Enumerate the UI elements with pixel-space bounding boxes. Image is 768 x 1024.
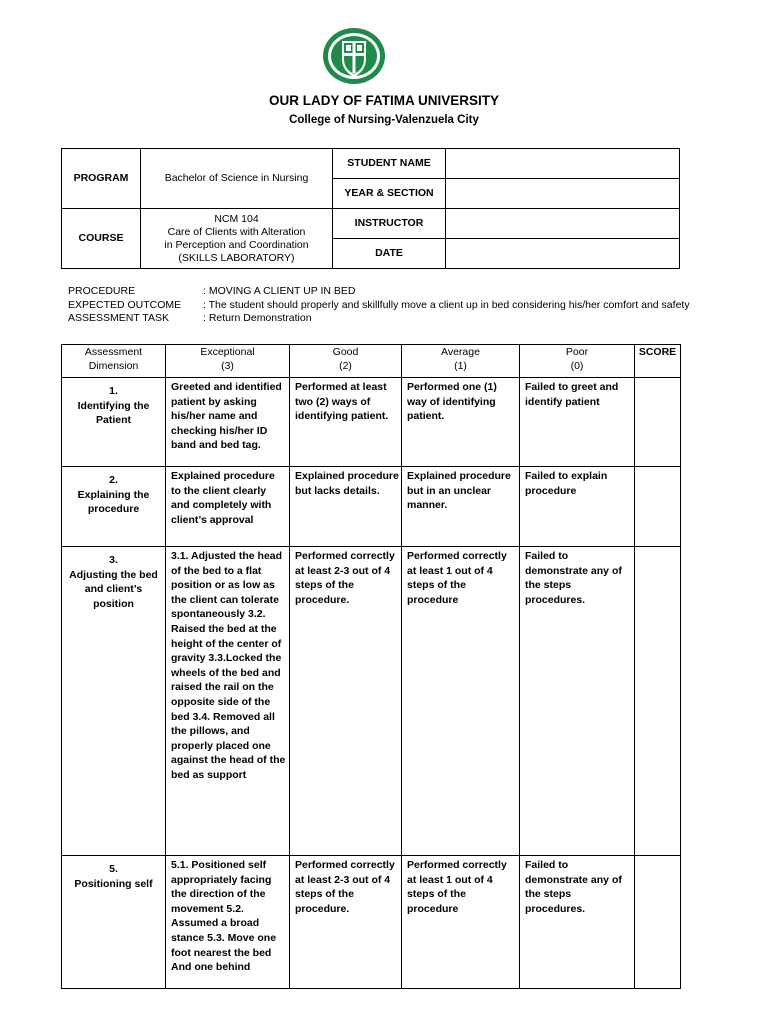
rubric-row: [62, 856, 681, 989]
expected-outcome-row: [68, 299, 728, 313]
header-poor-label: Poor: [565, 346, 589, 358]
poor-cell: Failed to greet and identify patient: [520, 378, 635, 467]
header-score: SCORE: [635, 345, 681, 378]
course-label: COURSE: [62, 209, 141, 269]
course-value: [141, 209, 333, 269]
year-section-field[interactable]: [446, 179, 680, 209]
dimension-number: 3.: [109, 554, 118, 566]
header-poor: [520, 345, 635, 378]
exceptional-cell: Explained procedure to the client clearly and completely with client’s approval: [166, 467, 290, 547]
header-good-points: (2): [339, 360, 352, 372]
rubric-row: [62, 378, 681, 467]
poor-cell: Failed to explain procedure: [520, 467, 635, 547]
header-poor-points: (0): [570, 360, 584, 372]
assessment-task-label: ASSESSMENT TASK: [68, 312, 169, 325]
course-title-line3: (SKILLS LABORATORY): [178, 251, 295, 264]
exceptional-cell: 5.1. Positioned self appropriately facing the direction of the movement 5.2. Assumed a broad stance 5.3. Move one foot nearest the bed And one behind: [166, 856, 290, 989]
exceptional-cell: Greeted and identified patient by asking his/her name and checking his/her ID band and bed tag.: [166, 378, 290, 467]
dimension-cell: [62, 856, 166, 989]
average-cell: Explained procedure but in an unclear manner.: [402, 467, 520, 547]
dimension-number: 5.: [109, 863, 118, 875]
dimension-cell: [62, 378, 166, 467]
score-cell[interactable]: [635, 547, 681, 856]
dimension-label: Positioning self: [74, 877, 153, 890]
good-cell: Performed correctly at least 2-3 out of 4 steps of the procedure.: [290, 547, 402, 856]
date-label: DATE: [333, 239, 446, 269]
procedure-label: PROCEDURE: [68, 285, 136, 297]
average-cell: Performed correctly at least 1 out of 4 steps of the procedure: [402, 856, 520, 989]
course-title-line2: in Perception and Coordination: [164, 238, 309, 251]
expected-outcome-value: : The student should properly and skillfully move a client up in bed considering his/her comfort and safety: [203, 298, 690, 311]
header-exceptional: [166, 345, 290, 378]
date-field[interactable]: [446, 239, 680, 269]
instructor-field[interactable]: [446, 209, 680, 239]
score-cell[interactable]: [635, 378, 681, 467]
header-good-label: Good: [332, 346, 359, 358]
college-name: College of Nursing-Valenzuela City: [289, 114, 479, 126]
poor-cell: Failed to demonstrate any of the steps procedures.: [520, 856, 635, 989]
average-cell: Performed one (1) way of identifying patient.: [402, 378, 520, 467]
rubric-row: [62, 467, 681, 547]
procedure-details: [68, 285, 728, 326]
procedure-row: [68, 285, 728, 299]
exceptional-cell: 3.1. Adjusted the head of the bed to a flat position or as low as the client can tolerate spontaneously 3.2. Raised the bed at the height of the center of gravity 3.3.Locked the wheels of the bed and raised the rail on the opposite side of the bed 3.4. Removed all the pillows, and properly placed one against the head of the bed as support: [166, 547, 290, 856]
header-dimension: Assessment Dimension: [62, 345, 166, 378]
dimension-label: Explaining the procedure: [77, 488, 150, 516]
student-name-field[interactable]: [446, 149, 680, 179]
header-average: [402, 345, 520, 378]
average-cell: Performed correctly at least 1 out of 4 steps of the procedure: [402, 547, 520, 856]
poor-cell: Failed to demonstrate any of the steps procedures.: [520, 547, 635, 856]
good-cell: Performed at least two (2) ways of identifying patient.: [290, 378, 402, 467]
score-cell[interactable]: [635, 467, 681, 547]
header-average-points: (1): [454, 360, 467, 372]
program-value: Bachelor of Science in Nursing: [141, 149, 333, 209]
procedure-value: : MOVING A CLIENT UP IN BED: [203, 285, 356, 297]
student-info-table: [61, 148, 680, 269]
good-cell: Performed correctly at least 2-3 out of 4 steps of the procedure.: [290, 856, 402, 989]
course-code: NCM 104: [214, 212, 259, 225]
dimension-number: 2.: [109, 474, 118, 486]
dimension-label: Adjusting the bed and client’s position: [69, 568, 158, 610]
program-label: PROGRAM: [62, 149, 141, 209]
instructor-label: INSTRUCTOR: [333, 209, 446, 239]
rubric-row: [62, 547, 681, 856]
header-exceptional-points: (3): [221, 360, 234, 372]
university-seal-logo: [322, 27, 386, 85]
header-average-label: Average: [441, 346, 480, 358]
expected-outcome-label: EXPECTED OUTCOME: [68, 298, 182, 311]
dimension-number: 1.: [109, 385, 118, 397]
student-name-label: STUDENT NAME: [333, 149, 446, 179]
assessment-task-row: [68, 312, 728, 326]
header-exceptional-label: Exceptional: [200, 346, 255, 358]
score-cell[interactable]: [635, 856, 681, 989]
header-good: [290, 345, 402, 378]
university-name: OUR LADY OF FATIMA UNIVERSITY: [268, 93, 499, 108]
course-title-line1: Care of Clients with Alteration: [167, 225, 306, 238]
dimension-cell: [62, 547, 166, 856]
dimension-cell: [62, 467, 166, 547]
assessment-task-value: : Return Demonstration: [203, 312, 312, 325]
good-cell: Explained procedure but lacks details.: [290, 467, 402, 547]
dimension-label: Identifying the Patient: [77, 399, 150, 427]
rubric-header-row: [62, 345, 681, 378]
rubric-table: [61, 344, 681, 989]
year-section-label: YEAR & SECTION: [333, 179, 446, 209]
